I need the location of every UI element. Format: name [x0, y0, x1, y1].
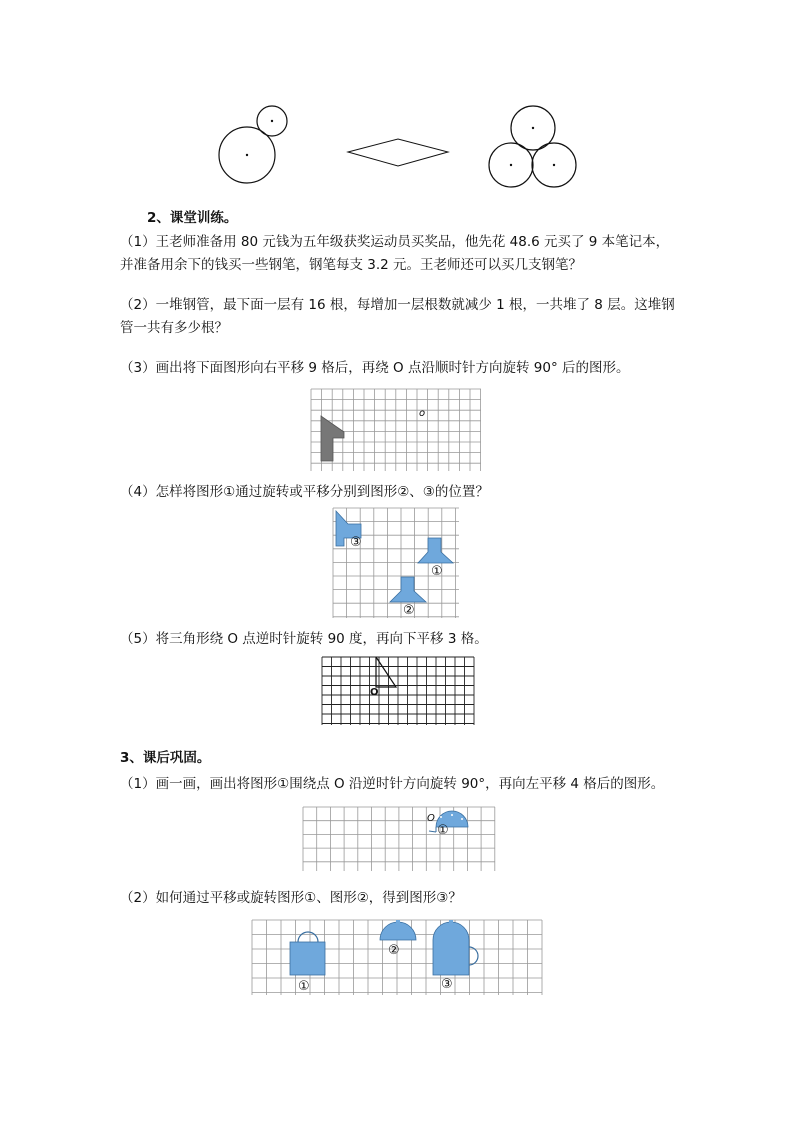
s3-q2-shape-3 [433, 922, 469, 975]
q1-line1: （1）王老师准备用 80 元钱为五年级获奖运动员买奖品，他先花 48.6 元买了 9 本笔记本， [120, 234, 670, 250]
s3-q2-shape-2 [380, 922, 416, 940]
q3-grid [311, 389, 481, 471]
s3-q2-label-1: ① [298, 979, 310, 994]
section2-heading: 2、课堂训练。 [147, 210, 238, 226]
q4-shape-1 [418, 538, 453, 563]
q3-point-label: o [419, 408, 426, 419]
s3-q2-shape-1 [290, 942, 325, 975]
q5-point-label: O [370, 687, 379, 698]
q4-label-3: ③ [350, 535, 362, 550]
s3-q1-point: O [427, 813, 435, 824]
top-figures [0, 0, 794, 200]
q2-line1: （2）一堆钢管，最下面一层有 16 根，每增加一层根数就减少 1 根，一共堆了 8 层。这堆钢 [120, 297, 675, 313]
q4-text: （4）怎样将图形①通过旋转或平移分别到图形②、③的位置？ [120, 484, 489, 500]
q2-line2: 管一共有多少根？ [120, 320, 228, 336]
q5-text: （5）将三角形绕 O 点逆时针旋转 90 度，再向下平移 3 格。 [120, 631, 488, 647]
s3-q2-grid [252, 920, 542, 995]
section3-heading: 3、课后巩固。 [120, 750, 211, 766]
rhombus [348, 139, 448, 166]
q4-label-1: ① [431, 564, 443, 579]
q5-grid [322, 657, 474, 725]
s3-q1-grid [303, 807, 495, 871]
q4-label-2: ② [403, 603, 415, 618]
q4-grid [333, 508, 459, 618]
q3-text: （3）画出将下面图形向右平移 9 格后，再绕 O 点沿顺时针方向旋转 90° 后的图形。 [120, 360, 630, 376]
s3-q1-label: ① [437, 823, 449, 838]
s3-q2-text: （2）如何通过平移或旋转图形①、图形②，得到图形③？ [120, 890, 462, 906]
s3-q1-text: （1）画一画，画出将图形①围绕点 O 沿逆时针方向旋转 90°，再向左平移 4 格后的图形。 [120, 776, 665, 792]
s3-q2-label-2: ② [388, 943, 400, 958]
q1-line2: 并准备用余下的钱买一些钢笔，钢笔每支 3.2 元。王老师还可以买几支钢笔？ [120, 257, 583, 273]
s3-q2-label-3: ③ [441, 977, 453, 992]
